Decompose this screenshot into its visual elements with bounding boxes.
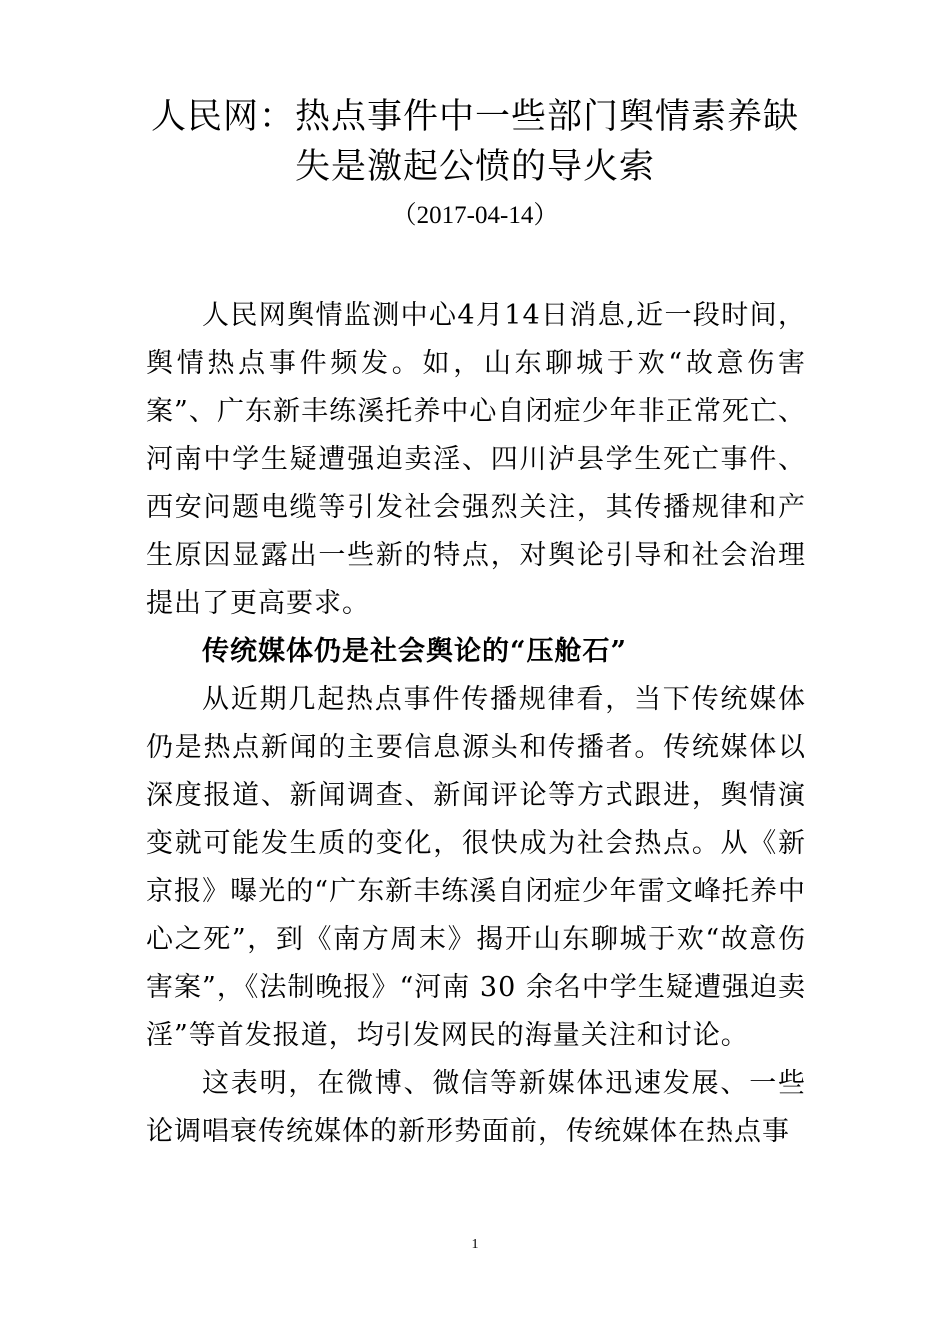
article-body: [146, 292, 806, 1156]
page-number: 1: [471, 1237, 479, 1252]
article-date: （2017-04-14）: [391, 202, 559, 229]
article-title-line-1: 人民网：热点事件中一些部门舆情素养缺: [150, 97, 799, 137]
article-title-line-2: 失是激起公愤的导火索: [294, 147, 655, 187]
paragraph-conclusion: 这表明，在微博、微信等新媒体迅速发展、一些论调唱衰传统媒体的新形势面前，传统媒体在热点事: [146, 1068, 806, 1147]
paragraph-intro: 人民网舆情监测中心4月14日消息,近一段时间，舆情热点事件频发。如，山东聊城于欢“故意伤害案”、广东新丰练溪托养中心自闭症少年非正常死亡、河南中学生疑遭强迫卖淫、四川泸县学生死亡事件、西安问题电缆等引发社会强烈关注，其传播规律和产生原因显露出一些新的特点，对舆论引导和社会治理提出了更高要求。: [146, 300, 806, 619]
article-title: [140, 92, 810, 192]
paragraph-traditional-media: 从近期几起热点事件传播规律看，当下传统媒体仍是热点新闻的主要信息源头和传播者。传统媒体以深度报道、新闻调查、新闻评论等方式跟进，舆情演变就可能发生质的变化，很快成为社会热点。从《新京报》曝光的“广东新丰练溪自闭症少年雷文峰托养中心之死”，到《南方周末》揭开山东聊城于欢“故意伤害案”，《法制晚报》“河南 30 余名中学生疑遭强迫卖淫”等首发报道，均引发网民的海量关注和讨论。: [146, 684, 806, 1051]
section-heading: 传统媒体仍是社会舆论的“压舱石”: [202, 636, 628, 667]
